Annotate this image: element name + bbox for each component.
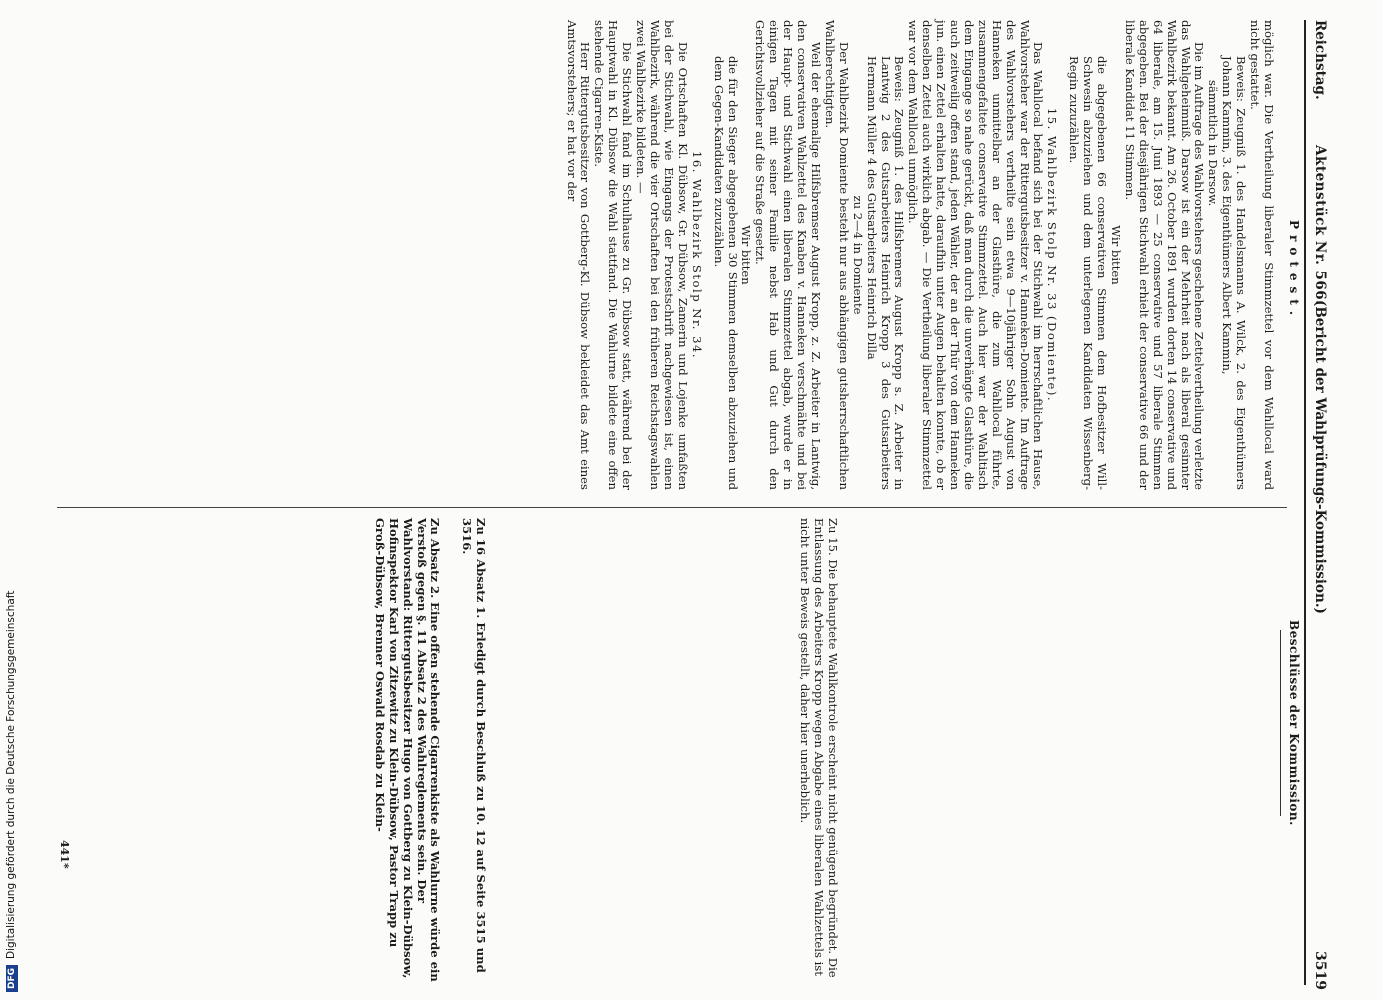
signature-mark: 441* bbox=[58, 840, 71, 869]
header-rule bbox=[1304, 20, 1306, 985]
header-bericht: (Bericht der Wahlprüfungs-Kommission.) bbox=[1312, 300, 1328, 614]
funding-text: Digitalisierung gefördert durch die Deutsche Forschungsgemeinschaft bbox=[5, 590, 17, 959]
decision-15: Zu 15. Die behauptete Wahlkontrole erscheint nicht genügend begründet. Die Entlassung des Arbeiters Kropp wegen Abgabe eines liberalen Wahlzettels ist nicht unter Beweis gestellt, daher hier unerheblich. bbox=[798, 518, 840, 978]
spacer bbox=[703, 20, 711, 490]
paragraph: sämmtlich in Darsow. bbox=[1206, 80, 1221, 207]
paragraph: zu 2—4 in Domiente bbox=[850, 195, 865, 315]
paragraph: Herr Rittergutsbesitzer von Gottberg-Kl. Dübsow bekleidet das Amt eines Amtsvorstehers; er hat vor der bbox=[564, 20, 593, 490]
paragraph: möglich war. Die Vertheilung liberaler Stimmzettel vor dem Wahllocal ward nicht gestattet. bbox=[1248, 20, 1276, 490]
commission-decisions-column bbox=[354, 518, 1275, 988]
decision-16-absatz-2: Zu Absatz 2. Eine offen stehende Cigarrenkiste als Wahlurne würde ein Verstoß gegen §. 11 Absatz 2 des Wahlreglements sein. Der Wahlvorstand: Rittergutsbesitzer Hugo von Gottberg zu Klein-Dübsow, Hofinspektor Karl von Zitzewitz zu Klein-Dübsow, Pastor Trapp zu Groß-Dübsow, Brenner Oswald Rosdab zu Klein- bbox=[372, 518, 443, 982]
request-heading: Wir bitten bbox=[739, 225, 754, 285]
request-heading: Wir bitten bbox=[1109, 225, 1124, 285]
header-aktenstueck: Aktenstück Nr. 566. bbox=[1312, 145, 1328, 306]
column-divider bbox=[57, 507, 1287, 508]
paragraph: die abgegebenen 66 conservativen Stimmen dem Hofbesitzer Will-Schwesin abzuziehen und dem unterlegenen Kandidaten Wissenberg-Regin zuzuzählen. bbox=[1067, 56, 1110, 490]
dfg-logo: DFG bbox=[6, 965, 18, 992]
section-heading: 16. Wahlbezirk Stolp Nr. 34. bbox=[689, 150, 704, 360]
left-column-heading: Protest. bbox=[1287, 220, 1301, 322]
right-column-heading: Beschlüsse der Kommission. bbox=[1287, 620, 1301, 826]
paragraph: die für den Sieger abgegebenen 30 Stimmen demselben abzuziehen und dem Gegen-Kandidaten zuzuzählen. bbox=[711, 56, 740, 490]
evidence-paragraph: Beweis: Zeugniß 1. des Handelsmanns A. Wilck, 2. des Eigenthümers Johann Kammin, 3. des Eigenthümers Albert Kammin, bbox=[1220, 56, 1249, 490]
paragraph: Der Wahlbezirk Domiente besteht nur aus abhängigen gutsherrschaftlichen Wahlberechtigten. bbox=[822, 20, 851, 490]
paragraph: Die Stichwahl fand im Schulhause zu Gr. Dübsow statt, während bei der Hauptwahl in Kl. Dübsow die Wahl stattfand. Die Wahlurne bildete eine offen stehende Cigarren-Kiste. bbox=[592, 20, 635, 490]
paragraph: Weil der ehemalige Hilfsbremser August Kropp, z. Z. Arbeiter in Lantwig, den conservativen Wahlzettel des Knaben v. Hanneken verschmähte und bei der Haupt- und Stichwahl einen liberalen Stimmzettel abgab, wurde er in einigen Tagen mit seiner Familie nebst Hab und Gut durch den Gerichtsvollzieher auf die Straße gesetzt. bbox=[753, 20, 823, 490]
evidence-paragraph: Beweis: Zeugniß 1. des Hilfsbremers August Kropp s. Z. Arbeiter in Lantwig 2 des Gutsarbeiters Heinrich Kropp 3 des Gutsarbeiters Hermann Müller 4 des Gutsarbeiters Heinrich Dilla bbox=[864, 56, 907, 490]
section-heading: 15. Wahlbezirk Stolp Nr. 33 (Domiente). bbox=[1045, 107, 1060, 403]
paragraph: Das Wahllocal befand sich bei der Stichwahl im herrschaftlichen Hause, Wahlvorsteher war der Rittergutsbesitzer v. Hanneken-Domiente. Im Auftrage des Wahlvorstehers vertheilte sein etwa 9—10jähriger Sohn August von Hanneken unmittelbar an der Glasthüre, die zum Wahllocal führte, zusammengefaltete conservative Stimmzettel. Auch hier war der Wahltisch dem Eingange so nahe gerückt, daß man durch die unverhängte Glasthüre, die auch zeitweilig offen stand, jeden Wähler, der an der Thür von dem Hanneken jun. einen Zettel erhalten hatte, daraufhin unter Augen behalten konnte, ob er denselben Zettel auch wirklich abgab. — Die Vertheilung liberaler Stimmzettel war vor dem Wahllocal unmöglich. bbox=[906, 20, 1046, 490]
paragraph: Die im Auftrage des Wahlvorstehers geschehene Zettelvertheilung verletzte das Wahlgeheimniß. Darsow ist ein der Mehrheit nach als liberal gesinnter Wahlbezirk bekannt. Am 26. October 1891 wurden dorten 14 conservative und 64 liberale, am 15. Juni 1893 — 25 conservative und 57 liberale Stimmen abgegeben. Bei der diesjährigen Stichwahl erhielt der conservative 66 und der liberale Kandidat 11 Stimmen. bbox=[1122, 20, 1207, 490]
decision-16-absatz-1: Zu 16 Absatz 1. Erledigt durch Beschluß zu 10. 12 auf Seite 3515 und 3516. bbox=[460, 518, 489, 973]
funding-note bbox=[4, 0, 18, 1000]
page-number: 3519 bbox=[1312, 951, 1328, 990]
spacer bbox=[1058, 20, 1066, 490]
paragraph: Die Ortschaften Kl. Dübsow, Gr. Dübsow, Zamerin und Lojenke umfaßten bei der Stichwahl, wie Eingangs der Protestschrift nachgewiesen ist, einen Wahlbezirk, während die vier Ortschaften bei den früheren Reichstagswahlen zwei Wahlbezirke bildeten. — bbox=[634, 20, 690, 490]
rotated-document-page bbox=[43, 0, 1333, 1000]
protest-column bbox=[564, 20, 1275, 490]
header-reichstag: Reichstag. bbox=[1312, 20, 1328, 100]
